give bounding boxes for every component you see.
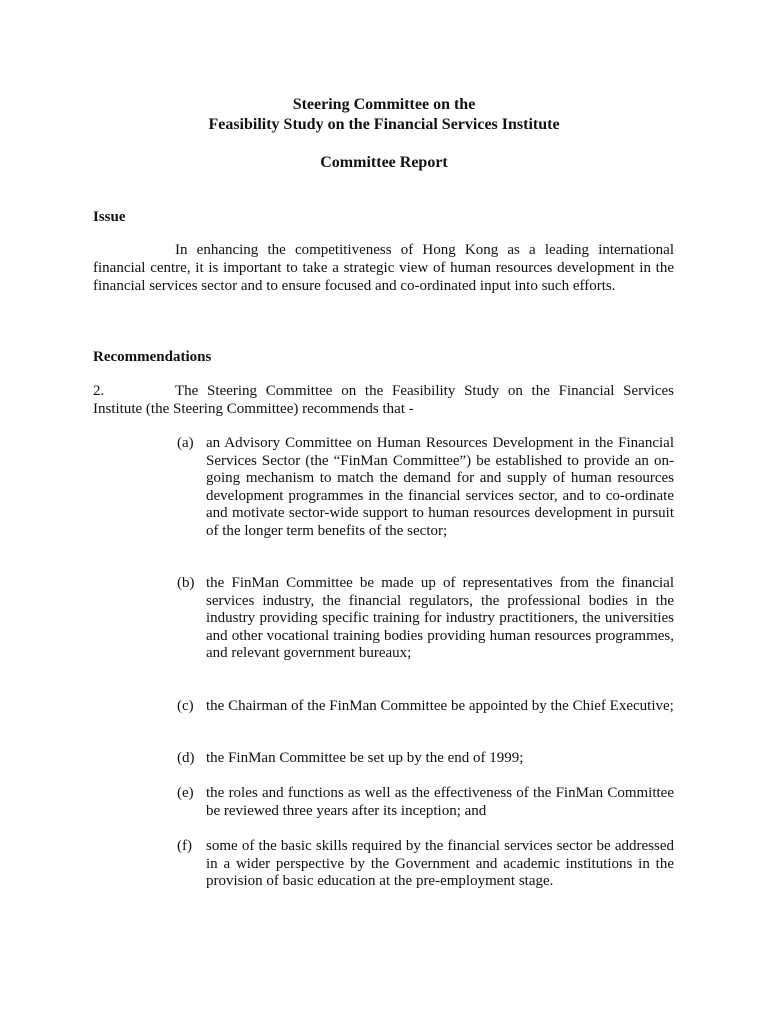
item-text: the roles and functions as well as the effectiveness of the FinMan Committee be reviewed three years after its inception; and bbox=[206, 785, 674, 819]
recommendation-item-b bbox=[177, 575, 674, 663]
issue-heading: Issue bbox=[93, 209, 126, 225]
report-subtitle: Committee Report bbox=[320, 154, 448, 171]
item-label: (c) bbox=[177, 698, 194, 714]
recommendations-heading: Recommendations bbox=[93, 349, 212, 365]
recommendation-item-e bbox=[177, 785, 674, 820]
title-line-2: Feasibility Study on the Financial Services Institute bbox=[208, 116, 560, 133]
item-text: the FinMan Committee be set up by the end of 1999; bbox=[206, 750, 524, 766]
item-label: (d) bbox=[177, 750, 195, 766]
recommendation-item-a bbox=[177, 435, 674, 541]
item-label: (a) bbox=[177, 435, 194, 451]
item-text: the Chairman of the FinMan Committee be appointed by the Chief Executive; bbox=[206, 698, 674, 714]
item-text: an Advisory Committee on Human Resources Development in the Financial Services Sector (the “FinMan Committee”) be established to provide an on-going mechanism to match the demand for and supply of human resources development programmes in the financial services sector, and to co-ordinate and motivate sector-wide support to human resources development in pursuit of the longer term benefits of the sector; bbox=[206, 435, 674, 539]
paragraph-number: 2. bbox=[93, 383, 105, 399]
item-label: (e) bbox=[177, 785, 194, 801]
paragraph-2-text: The Steering Committee on the Feasibility Study on the Financial Services Institute (the Steering Committee) recommends that - bbox=[93, 383, 674, 417]
title-line-1: Steering Committee on the bbox=[292, 96, 476, 113]
item-text: some of the basic skills required by the financial services sector be addressed in a wider perspective by the Government and academic institutions in the provision of basic education at the pre-employment stage. bbox=[206, 838, 674, 890]
paragraph-2 bbox=[93, 383, 674, 419]
recommendation-item-f bbox=[177, 838, 674, 891]
issue-text: In enhancing the competitiveness of Hong Kong as a leading international financial centre, it is important to take a strategic view of human resources development in the financial services sector and to ensure focused and co-ordinated input into such efforts. bbox=[93, 242, 674, 294]
item-label: (f) bbox=[177, 838, 192, 854]
issue-paragraph bbox=[93, 242, 674, 295]
recommendation-item-c bbox=[177, 698, 674, 716]
recommendation-item-d bbox=[177, 750, 674, 768]
item-label: (b) bbox=[177, 575, 195, 591]
item-text: the FinMan Committee be made up of representatives from the financial services industry, the financial regulators, the professional bodies in the industry providing specific training for industry practitioners, the universities and other vocational training bodies providing human resources programmes, and relevant government bureaux; bbox=[206, 575, 674, 662]
